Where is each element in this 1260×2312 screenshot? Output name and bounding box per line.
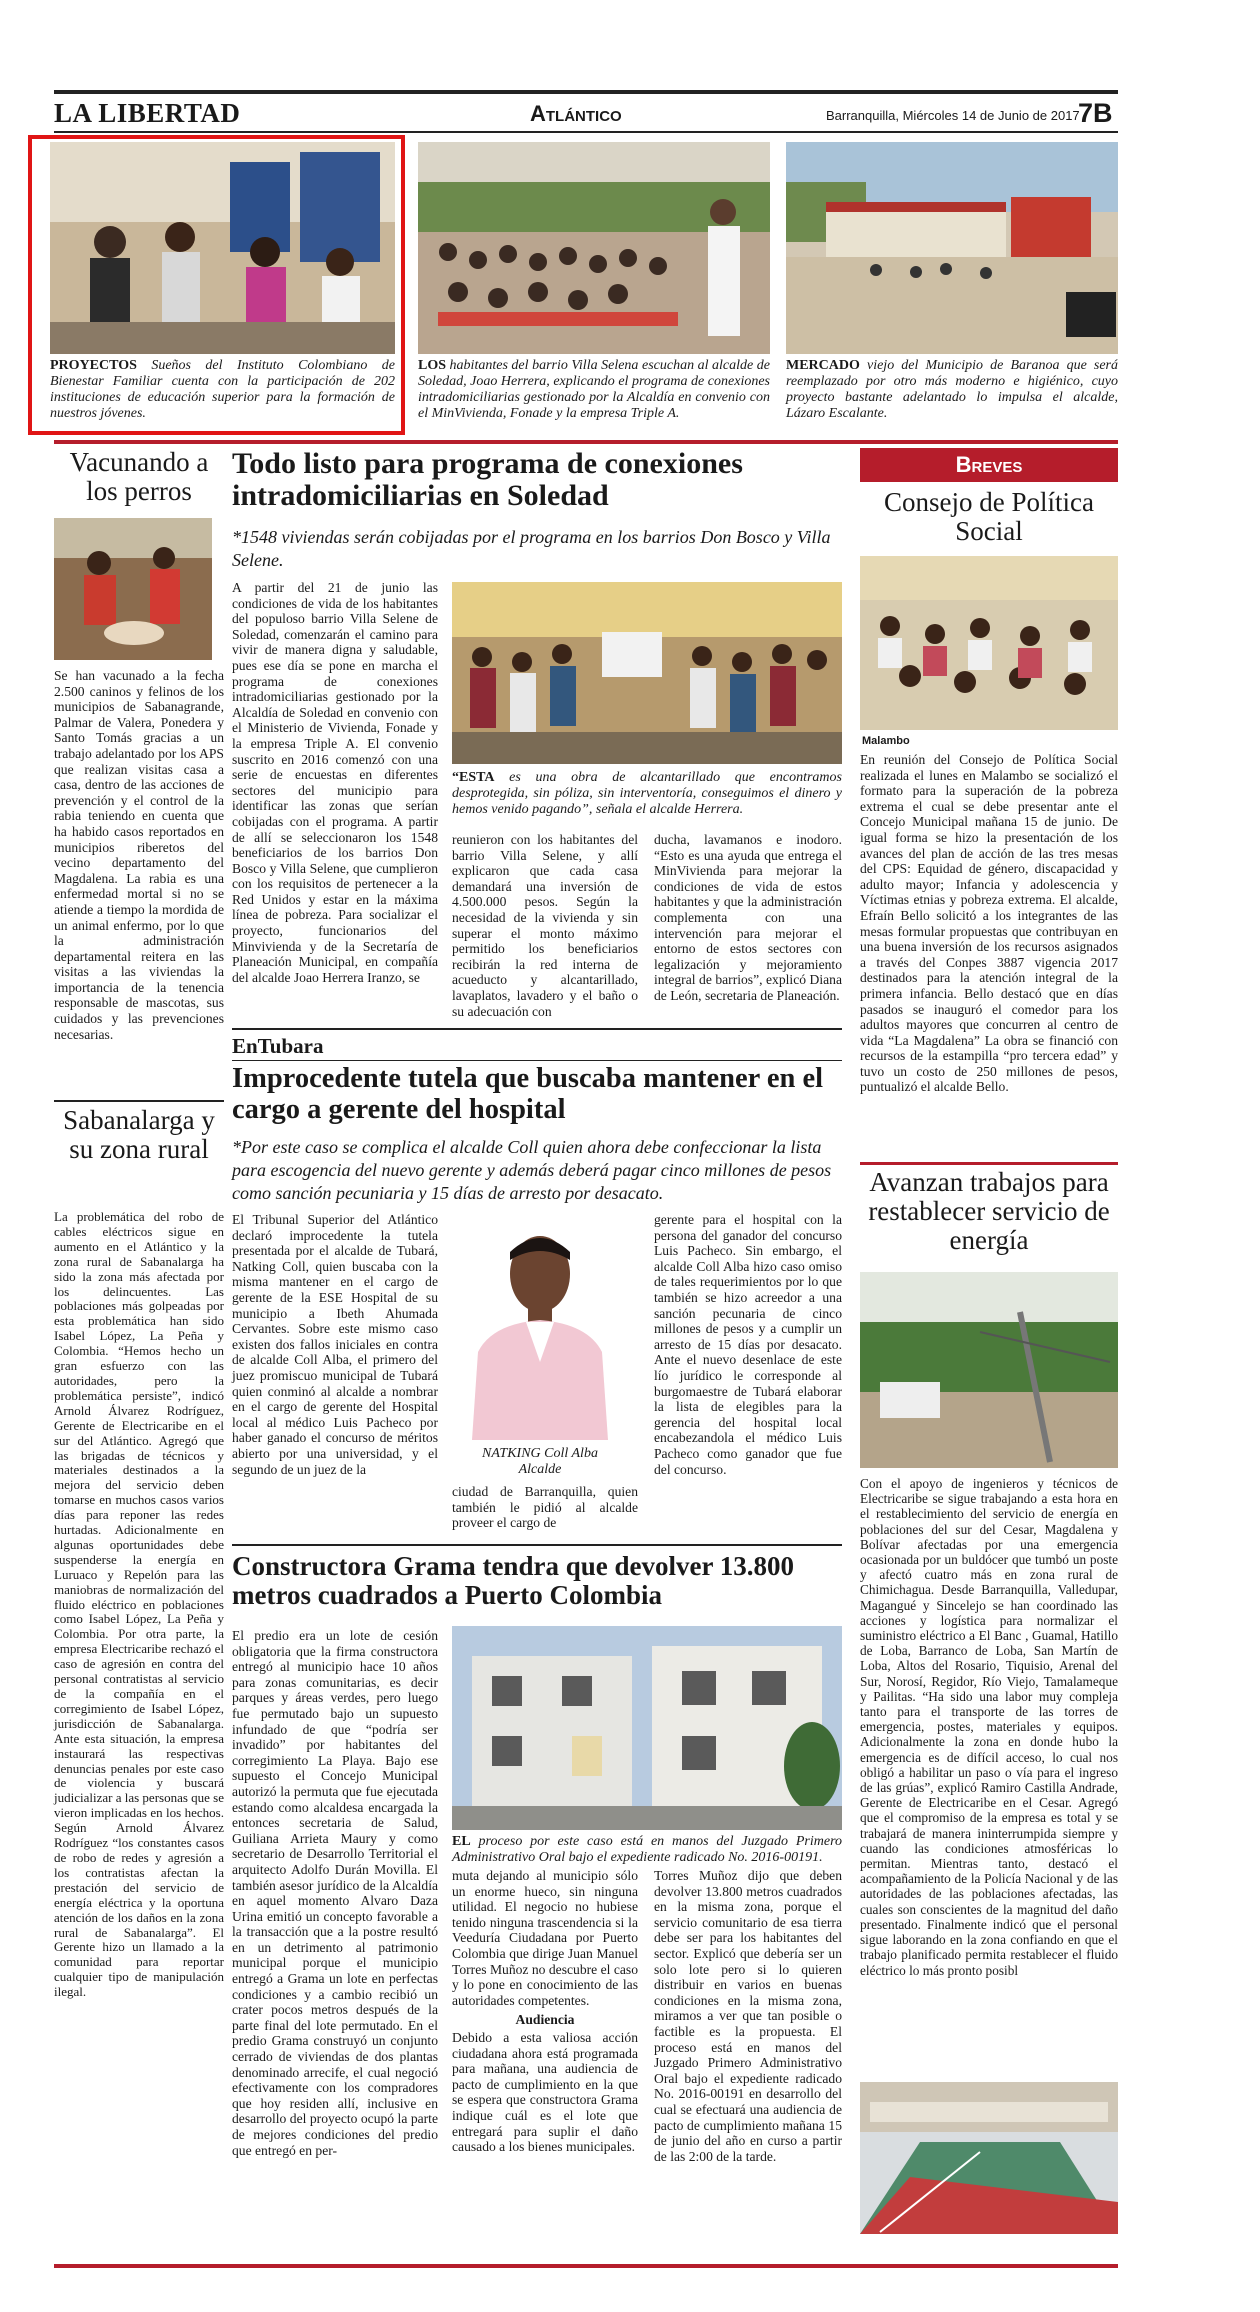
main-story-divider [232, 1028, 842, 1030]
headline-sabanalarga: Sabanalarga y su zona rural [63, 1105, 215, 1164]
grama-col2 [452, 1868, 638, 2155]
tubara-col2: ciudad de Barranquilla, quien también le pidió al alcalde proveer el cargo de [452, 1484, 638, 1531]
photo-sports-court [860, 2082, 1118, 2234]
breves-banner [860, 448, 1118, 482]
breves-label: Breves [955, 452, 1023, 477]
story-sabanalarga-body: La problemática del robo de cables eléctricos sigue en aumento en el Atlántico y la zona rural de Sabanalarga ha sido la zona más afectada por los delincuentes. Las poblaciones más golpeadas por esta problemática han sido Isabel López, La Peña y Colombia. “Hemos hecho un gran esfuerzo con las autoridades, pero la problemática persiste”, indicó Arnold Álvarez Rodríguez, Gerente de Electricaribe en el sur del Atlántico. Agregó que las brigadas de técnicos y materiales destinados a la mejora del servicio deben tomarse en muchos casos varios días para reponer las redes hurtadas. Adicionalmente en algunas oportunidades debe suspenderse la energía en Luruaco y Repelón para las maniobras de normalización del fluido eléctrico en poblaciones como Isabel López, La Peña y Colombia. Por otra parte, la empresa Electricaribe rechazó el caso de agresión en contra del personal contratistas al servicio de la compañía en el corregimiento de Isabel López, jurisdicción de Sabanalarga. Ante esta situación, la empresa instaurará las respectivas denuncias penales por este caso de violencia y buscará judicializar a las personas que se vieron implicadas en los hechos. Según Arnold Álvarez Rodríguez “los constantes casos de robo de redes y agresión a los contratistas afectan la prestación del servicio de energía eléctrica y la oportuna atención de los daños en la zona rural de Sabanalarga”. El Gerente hizo un llamado a la comunidad para reportar cualquier tipo de manipulación ilegal. [54, 1209, 225, 2000]
grama-col2-para1: muta dejando al municipio sólo un enorme hueco, sin ninguna utilidad. El negocio no hubiese tenido ninguna trascendencia si la Veeduría Ciudadana por Puerto Colombia que dirige Juan Manuel Torres Muñoz no descubre el caso y lo pone en conocimiento de las autoridades competentes. [452, 1868, 638, 2008]
grama-photo-caption [452, 1834, 842, 1866]
page-number: 7B [1078, 98, 1113, 128]
caption-lead: EL [452, 1834, 471, 1849]
tubara-subhead: *Por este caso se complica el alcalde Coll quien ahora debe confeccionar la lista para escogencia del nuevo gerente y además deberá pagar cinco millones de pesos como sanción pecuniaria y 15 días de arresto por desacato. [232, 1137, 832, 1203]
photo-baranoa-market [786, 142, 1118, 354]
grama-col3: Torres Muñoz dijo que deben devolver 13.800 metros cuadrados en la misma zona, porque el servicio comunitario de esa tierra debe ser para los habitantes del sector. Explicó que debería ser un solo lote pero si lo quieren distribuir en varios en buenas condiciones en la misma zona, miramos a ver que tan posible o factible es la propuesta. El proceso está en manos del Juzgado Primero Administrativo Oral bajo el expediente radicado No. 2016-00191 en desarrollo del cual se efectuará una audiencia de pacto de cumplimiento mañana 15 de junio del año en curso a partir de las 2:00 de la tarde. [654, 1868, 842, 2164]
photo-villa-selena-meeting [418, 142, 770, 354]
section-name: Atlántico [530, 101, 622, 126]
tubara-kicker-rule [232, 1060, 842, 1061]
grama-col1: El predio era un lote de cesión obligatoria que la firma constructora entregó al municipio hace 10 años para zonas comunitarias, es decir parques y áreas verdes, pero luego fue permutado bajo un supuesto infundado de que “podría ser invadido” por habitantes del corregimiento La Playa. Bajo ese supuesto el Concejo Municipal autorizó la permuta que fue ejecutada estando como alcaldesa encargada la entonces secretaria de Salud, Guiliana Arrieta Maury y como secretario de Desarrollo Territorial el arquitecto Adolfo Durán Movilla. El también asesor jurídico de la Alcaldía en aquel momento Alvaro Daza Urina emitió un concepto favorable a la transacción que a la postre resultó en un detrimento al patrimonio municipal porque el municipio entregó a Grama un lote en perfectas condiciones y a cambio recibió un crater pocos metros después de la parte final del lote permutado. En el predio Grama construyó un conjunto cerrado de viviendas de dos plantas denominado arrecife, el cual negoció efectivamente con los compradores que hoy residen allí, inclusive en desarrollo del proyecto ocupó la parte de mejores condiciones del predio que entregó en per- [232, 1628, 438, 2158]
caption-text: proceso por este caso está en manos del Juzgado Primero Administrativo Oral bajo el expediente radicado No. 2016-00191. [452, 1834, 842, 1865]
tubara-headline: Improcedente tutela que buscaba mantener en el cargo a gerente del hospital [232, 1063, 824, 1125]
tubara-kicker: EnTubara [232, 1034, 324, 1058]
main-story-col2: reunieron con los habitantes del barrio Villa Selene, y allí explicaron que cada casa demandará una inversión de 4.500.000 pesos. Según la necesidad de la vivienda y sin superar el monto máximo permitido los beneficiarios recibirán la red interna de acueducto y alcantarillado, lavaplatos, lavadero y el baño o su adecuación con [452, 832, 638, 1019]
tubara-divider [232, 1544, 842, 1546]
malambo-photo-credit: Malambo [862, 735, 910, 747]
photo-dog-vaccination [54, 518, 212, 660]
photo-natking-coll [452, 1212, 628, 1440]
masthead-bottom-rule [54, 131, 1118, 133]
grama-headline: Constructora Grama tendra que devolver 13.800 metros cuadrados a Puerto Colombia [232, 1551, 794, 1611]
dateline: Barranquilla, Miércoles 14 de Junio de 2017 [826, 108, 1080, 123]
main-subhead: *1548 viviendas serán cobijadas por el programa en los barrios Don Bosco y Villa Selene. [232, 527, 831, 570]
story-consejo-body: En reunión del Consejo de Política Social realizada el lunes en Malambo se socializó el formato para la superación de la pobreza extrema el cual se debe presentar ante el Concejo Municipal mañana 15 de junio. De igual forma se hizo la presentación de los avances del plan de acción de las tres mesas del CPS: Equidad de género, discapacidad y adulto mayor; Infancia y adolescencia y Víctimas etnias y pobreza extrema. El alcalde, Efraín Bello solicitó a los integrantes de las mesas formular propuestas que contribuyan en una buena inversión de los recursos asignados a través del Conpes 3887 vigencia 2017 destinados para la atención integral de la primera infancia. Bello destacó que en días pasados se inauguró el comedor para los adultos mayores que concurren al centro de vida “La Magdalena” La obra se financió con recursos de la estampilla “pro tercera edad” y tuvo un costo de 250 millones de pesos, puntualizó el alcalde Bello. [860, 752, 1118, 1095]
caption-lead: “ESTA [452, 770, 495, 785]
natking-photo-caption: NATKING Coll Alba Alcalde [482, 1446, 598, 1477]
photo-icbf-fair [50, 142, 395, 354]
caption-lead: PROYECTOS [50, 358, 137, 373]
caption-text: viejo del Municipio de Baranoa que será reemplazado por otro más moderno e higiénico, cuyo proyecto bastante adelantado lo impulsa el alcalde, Lázaro Escalante. [786, 358, 1118, 421]
headline-energia: Avanzan trabajos para restablecer servicio de energía [868, 1167, 1110, 1255]
caption-lead: LOS [418, 358, 447, 373]
headline-consejo: Consejo de Política Social [884, 487, 1094, 546]
tubara-col3: gerente para el hospital con la persona del ganador del concurso Luis Pacheco. Sin embargo, el alcalde Coll Alba hizo caso omiso de tales requerimientos por lo que también se hizo acreedor a una sanción pecunaria de cinco millones de pesos y a cumplir un arresto de 15 días por desacato. Ante el nuevo desenlace de este lío jurídico le corresponde al burgomaestre de Tubará elaborar la lista de elegibles para la gerencia del hospital local encabezandola el médico Luis Pacheco como ganador que fue del concurso. [654, 1212, 842, 1477]
paper-name: LA LIBERTAD [54, 98, 241, 128]
story-vacunando-body: Se han vacunado a la fecha 2.500 caninos y felinos de los municipios de Sabanagrande, Palmar de Valera, Ponedera y Santo Tomás gracias a un trabajo adelantado por los APS que realizan visitas casa a casa, dentro de las acciones de prevención y el control de la rabia teniendo en cuenta que ha habido casos reportados en municipios riberetos del vecino departamento del Magdalena. La rabia es una enfermedad mortal si no se atiende a tiempo la mordida de un animal enfermo, por lo que la administración departamental reitera en las visitas a las viviendas la importancia de la tenencia responsable de mascotas, sus cuidados y las prevenciones necesarias. [54, 668, 224, 1042]
headline-vacunando: Vacunando a los perros [69, 447, 209, 506]
tubara-col1: El Tribunal Superior del Atlántico declaró improcedente la tutela presentada por el alcalde de Tubará, Natking Coll, quien buscaba con la misma mantener en el cargo de gerente de la ESE Hospital de su municipio a Ibeth Ahumada Cervantes. Sobre este mismo caso existen dos fallos iniciales en contra de alcalde Coll Alba, el primero del juez promiscuo municipal de Tubará quien conminó al alcalde a nombrar en el cargo de gerente del Hospital local al médico Luis Pacheco por haber ganado el concurso de méritos abierto por una universidad, y el segundo de un juez de la [232, 1212, 438, 1477]
photo-arrecife-houses [452, 1626, 842, 1830]
right-column-red-rule [860, 1162, 1118, 1165]
main-story-col3: ducha, lavamanos e inodoro. “Esto es una ayuda que entrega el MinVivienda para mejorar la condiciones de vida de estos habitantes y que la administración complementa con una intervención para mejorar el entorno de estos sectores con legalización y mejoramiento integral de barrios”, explicó Diana de León, secretaria de Planeación. [654, 832, 842, 1003]
caption-text: Sueños del Instituto Colombiano de Bienestar Familiar cuenta con la participación de 202 instituciones de educación superior para la formación de nuestros jóvenes. [50, 358, 395, 421]
story-energia-body: Con el apoyo de ingenieros y técnicos de Electricaribe se sigue trabajando a esta hora en el restablecimiento del servicio de energía en poblaciones del sur del Cesar, Magdalena y Bolívar afectadas por una emergencia ocasionada por un buldócer que tumbó un poste y afectó cuatro más en zona rural de Chimichagua. Desde Barranquilla, Valledupar, Magangué y Sincelejo se han coordinado las acciones y logística para normalizar el suministro eléctrico a El Banc , Guamal, Hatillo de Loba, Barranco de Loba, San Martín de Loba, Altos del Rosario, Tiquisio, Arenal del Sur, Norosí, Regidor, Río Viejo, Tamalameque y Pailitas. “Ha sido una labor muy compleja tanto para el transporte de las torres de emergencia, postes, materiales y equipos. Adicionalmente la zona en donde hubo la emergencia es de difícil acceso, lo cual nos obligó a habilitar un paso o vía para el ingreso de las grúas”, explicó Ramiro Castilla Andrade, Gerente de Electricaribe en el Cesar. Agregó que el compromiso de la empresa es total y se trabajará de manera ininterrumpida siempre y cuando las condiciones atmosféricas lo permitan. Mientras tanto, destacó el acompañamiento de la Policía Nacional y de las autoridades de las poblaciones afectadas, las cuales son conscientes de la magnitud del daño presentado. Finalmente indicó que el personal sigue laborando en la zona confiando en que el trabajo planificado permita restablecer el fluido eléctrico lo más pronto posibl [860, 1476, 1118, 1978]
caption-text: es una obra de alcantarillado que encontramos desprotegida, sin póliza, sin interventoría, conseguimos el dinero y hemos venido pagando”, señala el alcalde Herrera. [452, 770, 842, 817]
main-photo-caption [452, 770, 842, 818]
page-bottom-red-rule [54, 2264, 1118, 2268]
main-story-col1: A partir del 21 de junio las condiciones de vida de los habitantes del populoso barrio Villa Selene de Soledad, comenzarán el camino para vivir de manera digna y saludable, pues ese día se pone en marcha el programa de conexiones intradomiciliarias gestionado por la Alcaldía de Soledad en convenio con el Ministerio de Vivienda, Fonade y la empresa Triple A. El convenio suscrito en 2016 comenzó con una serie de encuestas en diferentes sectores del municipio para identificar las zonas que serían cobijadas con el programa. A partir de allí se seleccionaron los 1548 beneficiarios de los barrios Don Bosco y Villa Selene, que cumplieron con los requisitos de pertenecer a la Red Unidos y estar en la máxima línea de pobreza. Para socializar el proyecto, funcionarios del Minvivienda y de la Secretaría de Planeación Municipal, en compañía del alcalde Joao Herrera Iranzo, se [232, 580, 438, 985]
main-headline: Todo listo para programa de conexiones intradomiciliarias en Soledad [232, 447, 743, 513]
photo-caption-proyectos [50, 358, 395, 422]
grama-col2-subhead: Audiencia [515, 2012, 575, 2028]
caption-text: habitantes del barrio Villa Selena escuchan al alcalde de Soledad, Joao Herrera, explicando el programa de conexiones intradomiciliarias gestionado por la Alcaldía en convenio con el MinVivienda, Fonade y la empresa Triple A. [418, 358, 770, 421]
masthead-top-rule [54, 90, 1118, 94]
left-column-divider [54, 1100, 224, 1102]
photo-power-lines [860, 1272, 1118, 1468]
top-section-red-rule [54, 440, 1118, 444]
grama-col2-para2: Debido a esta valiosa acción ciudadana ahora está programada para mañana, una audiencia de pacto de cumplimiento en la que se espera que constructora Grama indique cuál es el lote que entregará para suplir el daño causado a los bienes municipales. [452, 2029, 638, 2155]
photo-caption-mercado [786, 358, 1118, 422]
photo-caption-villa-selena [418, 358, 770, 422]
caption-lead: MERCADO [786, 358, 860, 373]
photo-malambo-meeting [860, 556, 1118, 730]
photo-soledad-officials [452, 582, 842, 764]
